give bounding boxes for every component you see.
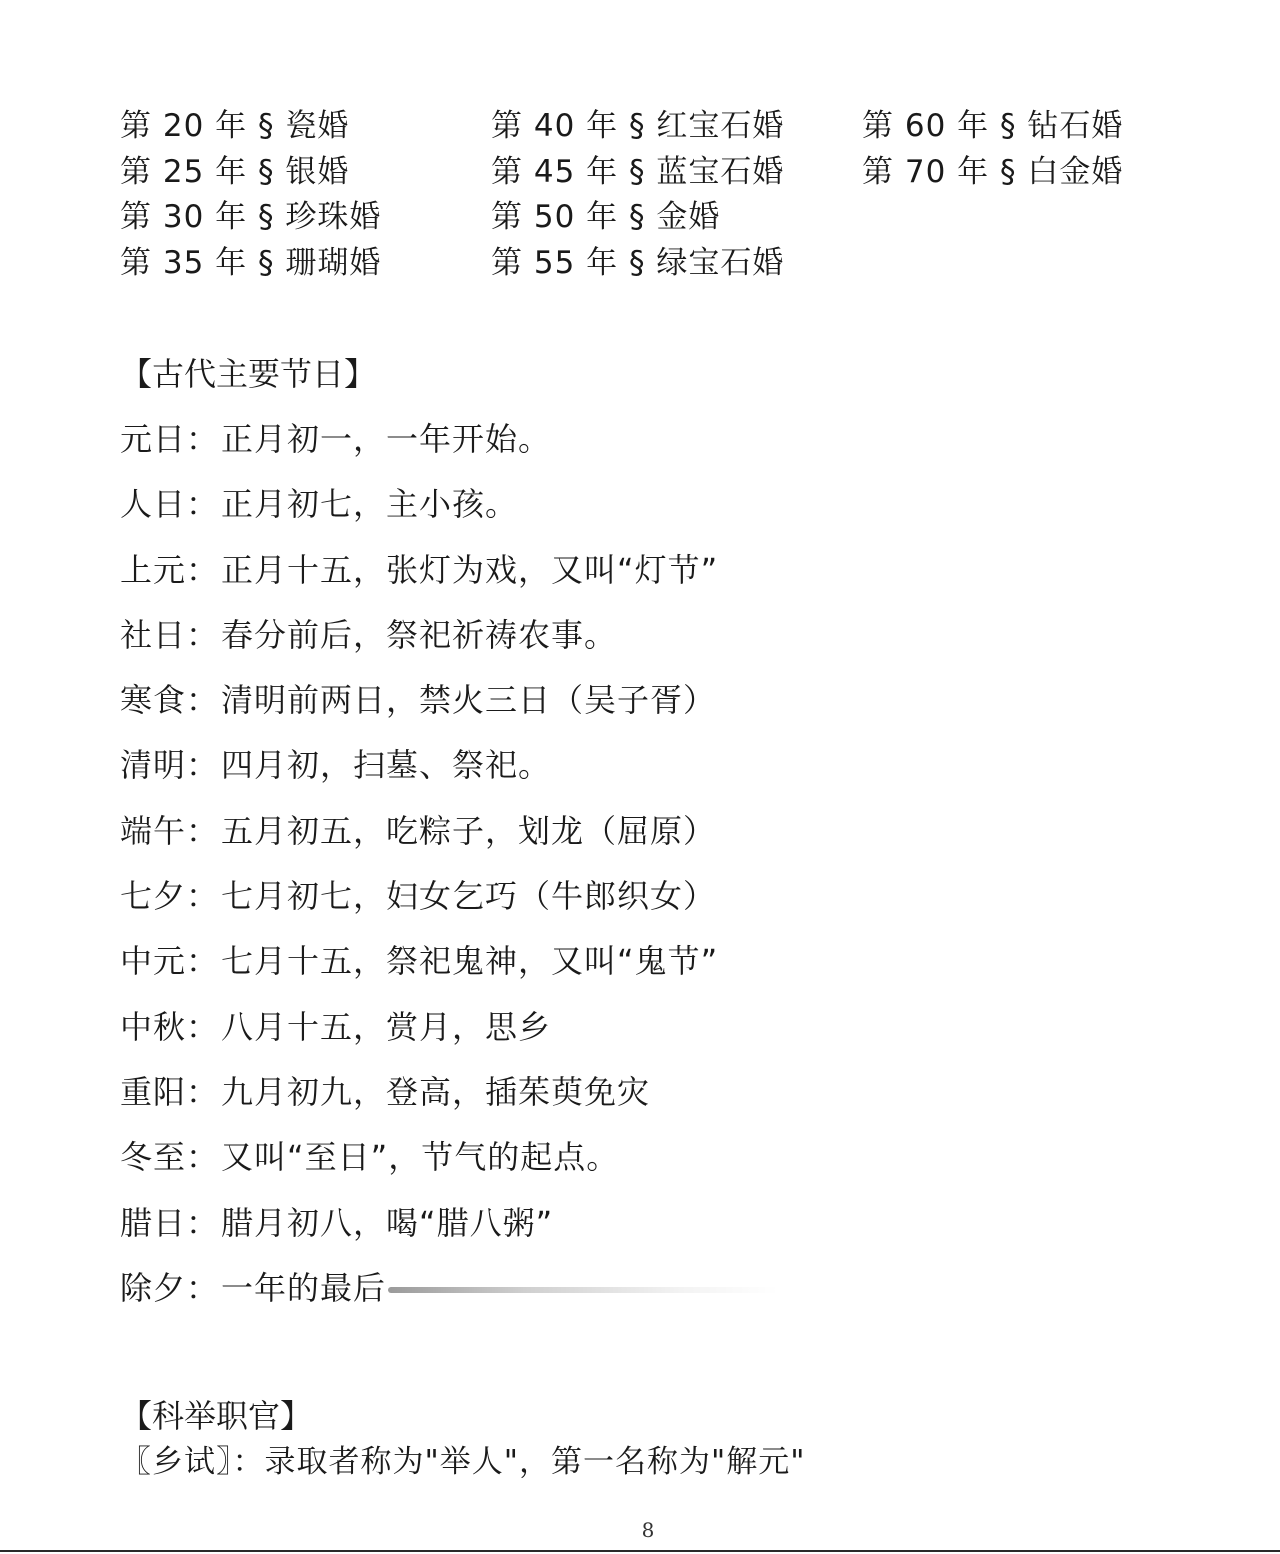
anniversary-column-2 [491,104,784,286]
festival-separator: ： [186,420,220,458]
festival-separator: ： [186,811,220,850]
festival-name: 元日 [120,420,187,458]
festival-item [120,483,778,548]
exam-heading: 【科举职官】 [120,1397,313,1435]
anniversary-item: 第 50 年 § 金婚 [491,199,721,235]
festival-description: 八月十五，赏月，思乡 [221,1007,552,1046]
festival-description: 正月初一，一年开始。 [221,420,552,458]
festivals-heading: 【古代主要节日】 [120,355,377,393]
festival-name: 上元 [120,550,187,589]
anniversary-item: 第 25 年 § 银婚 [120,153,350,190]
festival-name: 中秋 [120,1007,187,1046]
festival-name: 清明 [120,746,187,785]
page-bottom-rule [0,1550,1280,1552]
festival-name: 端午 [120,811,187,850]
festival-separator: ： [186,485,220,524]
festival-name: 冬至 [120,1138,187,1177]
festival-separator: ： [186,1007,220,1046]
festival-name: 除夕 [120,1268,187,1307]
anniversary-item: 第 30 年 § 珍珠婚 [120,199,382,235]
festival-description: 四月初，扫墓、祭祀。 [221,746,552,785]
festival-description: 春分前后，祭祀祈祷农事。 [221,615,618,654]
festival-item [120,679,778,744]
festival-description: 七月初七，妇女乞巧（牛郎织女） [221,877,717,916]
anniversary-item: 第 45 年 § 蓝宝石婚 [491,153,785,190]
festival-item [120,614,778,679]
festival-name: 寒食 [120,681,187,720]
anniversary-item: 第 20 年 § 瓷婚 [120,108,350,144]
festival-description: 七月十五，祭祀鬼神，又叫“鬼节” [221,942,719,981]
festival-name: 人日 [120,485,187,524]
festival-list [120,418,778,1332]
festival-separator: ： [186,1203,220,1242]
anniversary-item: 第 40 年 § 红宝石婚 [491,108,785,144]
festival-separator: ： [186,942,220,981]
festival-item [120,1267,778,1332]
festival-separator: ： [186,550,220,589]
festival-item [120,549,778,614]
festival-separator: ： [186,877,220,916]
festival-separator: ： [186,1268,220,1307]
anniversary-column-1 [120,104,381,286]
exam-line-xiangshi: 〖乡试〗：录取者称为"举人"，第一名称为"解元" [120,1444,806,1480]
festival-item [120,1071,778,1136]
anniversary-item: 第 55 年 § 绿宝石婚 [491,244,785,281]
festival-item [120,1006,778,1071]
anniversary-item: 第 35 年 § 珊瑚婚 [120,244,382,281]
festival-item [120,810,778,875]
festival-description: 九月初九，登高，插茱萸免灾 [221,1072,651,1111]
festival-separator: ： [186,681,220,720]
festival-item [120,744,778,809]
festival-item [120,1202,778,1267]
festival-separator: ： [186,1072,220,1111]
festival-description: 一年的最后 [221,1268,387,1307]
festival-description: 正月初七，主小孩。 [221,485,519,524]
festival-separator: ： [186,1138,220,1177]
festival-name: 中元 [120,942,187,981]
festival-description: 清明前两日，禁火三日（吴子胥） [221,681,717,720]
anniversary-item: 第 60 年 § 钻石婚 [862,108,1124,144]
festival-separator: ： [186,746,220,785]
anniversary-item: 第 70 年 § 白金婚 [862,153,1124,190]
festival-name: 重阳 [120,1072,187,1111]
festival-item [120,1136,778,1201]
festival-name: 七夕 [120,877,187,916]
festival-item [120,940,778,1005]
anniversary-column-3 [862,104,1123,195]
festival-name: 腊日 [120,1203,187,1242]
festival-item [120,875,778,940]
page-number: 8 [641,1518,655,1542]
festival-description: 正月十五，张灯为戏，又叫“灯节” [221,550,719,589]
festival-description: 五月初五，吃粽子，划龙（屈原） [221,811,717,850]
festival-item [120,418,778,483]
festival-separator: ： [186,615,220,654]
festival-description: 腊月初八，喝“腊八粥” [221,1203,554,1242]
festival-description: 又叫“至日”，节气的起点。 [221,1138,620,1177]
faded-text-stroke [388,1287,778,1293]
festival-name: 社日 [120,615,187,654]
